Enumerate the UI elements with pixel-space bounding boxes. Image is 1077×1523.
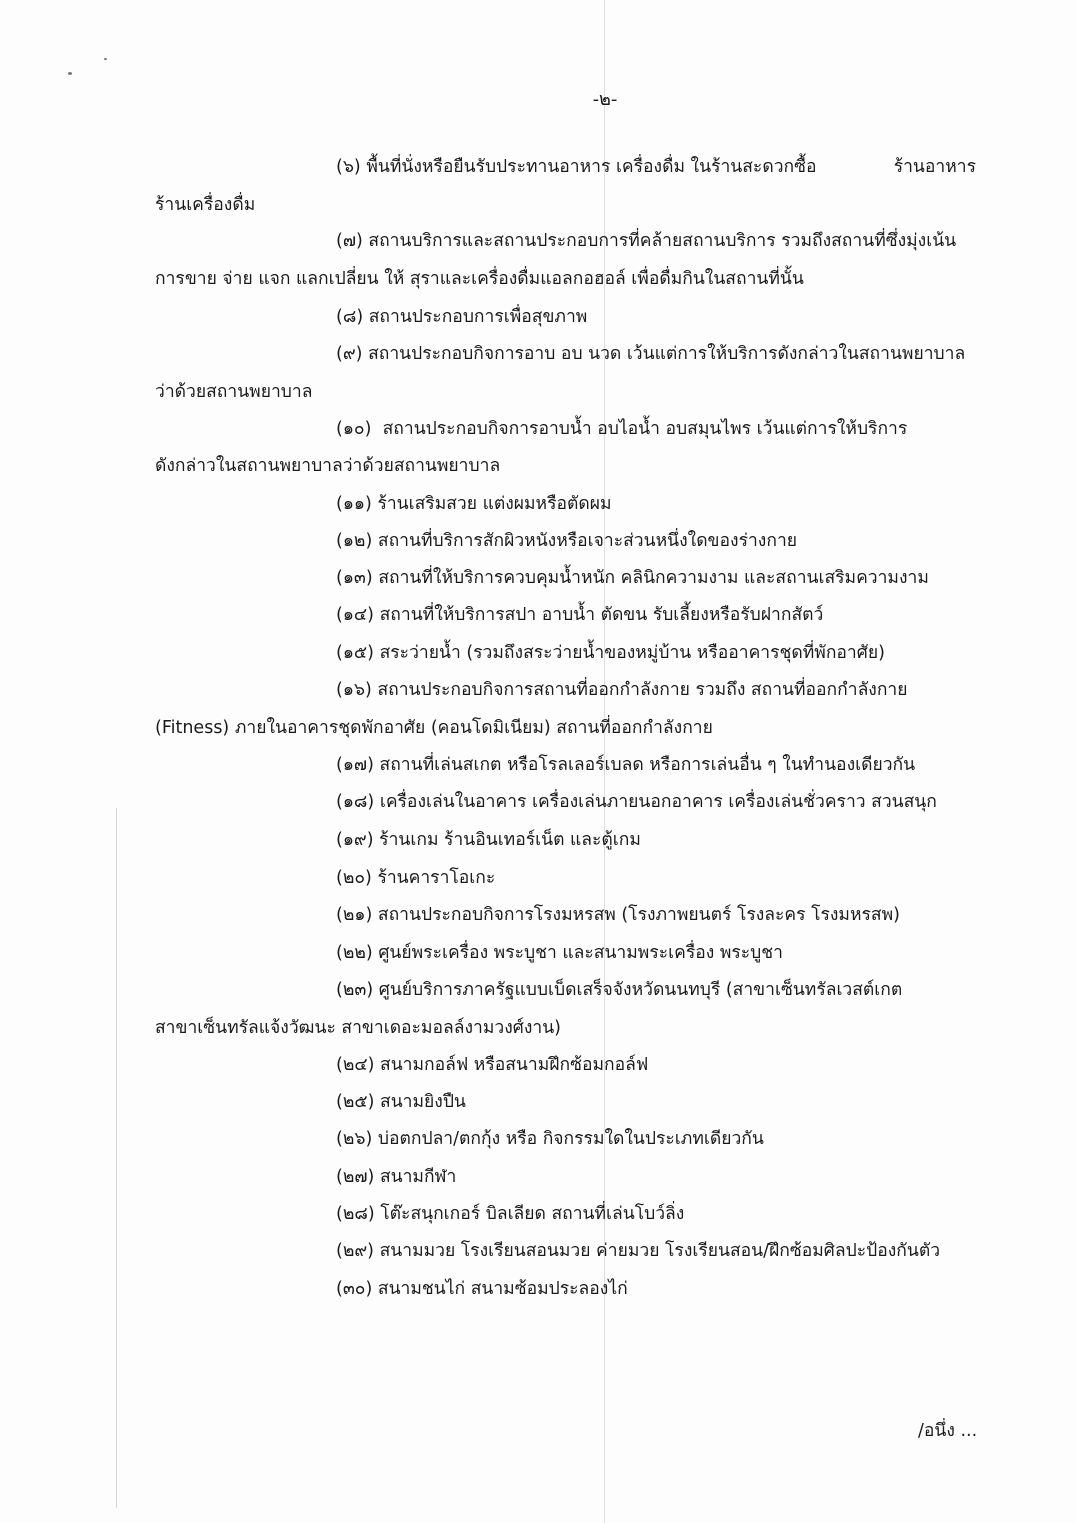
item-number: (๖) xyxy=(336,157,361,177)
item-text: สนามกีฬา xyxy=(379,1167,457,1187)
item-text: สถานที่ให้บริการสปา อาบน้ำ ตัดขน รับเลี้ยงหรือรับฝากสัตว์ xyxy=(379,605,824,625)
list-item xyxy=(336,1128,764,1150)
page-number: -๒- xyxy=(592,89,618,110)
item-text: สถานประกอบกิจการสถานที่ออกกำลังกาย รวมถึง สถานที่ออกกำลังกาย xyxy=(377,680,908,700)
list-item xyxy=(336,867,495,889)
item-continuation: สาขาเซ็นทรัลแจ้งวัฒนะ สาขาเดอะมอลล์งามวงศ์งาน) xyxy=(155,1018,562,1038)
item-number: (๘) xyxy=(336,307,364,327)
item-text: พื้นที่นั่งหรือยืนรับประทานอาหาร เครื่องดื่ม ในร้านสะดวกซื้อ xyxy=(366,157,817,177)
item-continuation: ดังกล่าวในสถานพยาบาลว่าด้วยสถานพยาบาล xyxy=(155,456,501,476)
item-number: (๒๒) xyxy=(336,943,373,963)
item-text: สนามยิงปืน xyxy=(380,1092,466,1112)
list-item xyxy=(336,156,976,178)
item-text: สถานประกอบกิจการอาบน้ำ อบไอน้ำ อบสมุนไพร เว้นแต่การให้บริการ xyxy=(382,419,908,439)
item-text: ร้านเสริมสวย แต่งผมหรือตัดผม xyxy=(377,494,612,514)
item-text: สถานที่เล่นสเกต หรือโรลเลอร์เบลด หรือการเล่นอื่น ๆ ในทำนองเดียวกัน xyxy=(379,755,916,775)
list-item xyxy=(336,1240,940,1262)
scan-speck xyxy=(68,72,72,75)
scan-speck xyxy=(104,58,107,60)
item-number: (๒๘) xyxy=(336,1204,375,1224)
item-text: สถานบริการและสถานประกอบการที่คล้ายสถานบริการ รวมถึงสถานที่ซึ่งมุ่งเน้น xyxy=(368,231,957,251)
list-item xyxy=(336,1203,684,1225)
list-item xyxy=(336,306,587,328)
item-text: สถานที่บริการสักผิวหนังหรือเจาะส่วนหนึ่งใดของร่างกาย xyxy=(377,531,798,551)
list-item xyxy=(336,530,797,552)
list-item xyxy=(336,754,915,776)
item-number: (๑๖) xyxy=(336,680,372,700)
list-item xyxy=(336,942,783,964)
item-text: ร้านคาราโอเกะ xyxy=(377,868,496,888)
item-text: สถานประกอบกิจการโรงมหรสพ (โรงภาพยนตร์ โรงละคร โรงมหรสพ) xyxy=(377,905,900,925)
item-text: สถานที่ให้บริการควบคุมน้ำหนัก คลินิกความงาม และสถานเสริมความงาม xyxy=(378,568,929,588)
item-text: บ่อตกปลา/ตกกุ้ง หรือ กิจกรรมใดในประเภทเดียวกัน xyxy=(377,1129,764,1149)
item-text: สถานประกอบกิจการอาบ อบ นวด เว้นแต่การให้บริการดังกล่าวในสถานพยาบาล xyxy=(368,344,966,364)
item-number: (๒๔) xyxy=(336,1055,375,1075)
list-item xyxy=(336,904,900,926)
list-item xyxy=(336,979,902,1001)
item-text: ศูนย์บริการภาครัฐแบบเบ็ดเสร็จจังหวัดนนทบุรี (สาขาเซ็นทรัลเวสต์เกต xyxy=(378,980,903,1000)
item-text: ร้านเกม ร้านอินเทอร์เน็ต และตู้เกม xyxy=(379,830,641,850)
list-item xyxy=(336,604,823,626)
item-number: (๑๕) xyxy=(336,643,375,663)
list-item xyxy=(336,1278,628,1300)
list-item xyxy=(336,829,641,851)
item-number: (๑๑) xyxy=(336,494,372,514)
list-item xyxy=(336,343,965,365)
item-text: เครื่องเล่นในอาคาร เครื่องเล่นภายนอกอาคาร เครื่องเล่นชั่วคราว สวนสนุก xyxy=(379,792,937,812)
item-text: สนามชนไก่ สนามซ้อมประลองไก่ xyxy=(377,1279,628,1299)
item-text: ศูนย์พระเครื่อง พระบูชา และสนามพระเครื่อง พระบูชา xyxy=(378,943,783,963)
item-text: สระว่ายน้ำ (รวมถึงสระว่ายน้ำของหมู่บ้าน หรืออาคารชุดที่พักอาศัย) xyxy=(379,643,885,663)
item-continuation: (Fitness) ภายในอาคารชุดพักอาศัย (คอนโดมิเนียม) สถานที่ออกกำลังกาย xyxy=(155,718,713,738)
item-number: (๒๓) xyxy=(336,980,374,1000)
list-item xyxy=(336,418,907,440)
scan-edge-line xyxy=(116,808,117,1508)
list-item xyxy=(336,1091,466,1113)
item-text: สนามกอล์ฟ หรือสนามฝึกซ้อมกอล์ฟ xyxy=(380,1055,649,1075)
item-number: (๒๗) xyxy=(336,1167,375,1187)
item-continuation: การขาย จ่าย แจก แลกเปลี่ยน ให้ สุราและเครื่องดื่มแอลกอฮอล์ เพื่อดื่มกินในสถานที่นั้น xyxy=(155,269,804,289)
list-item xyxy=(336,567,929,589)
item-text: ร้านอาหาร xyxy=(893,157,976,177)
item-number: (๑๘) xyxy=(336,792,375,812)
item-text: สนามมวย โรงเรียนสอนมวย ค่ายมวย โรงเรียนสอน/ฝึกซ้อมศิลปะป้องกันตัว xyxy=(379,1241,941,1261)
item-number: (๑๒) xyxy=(336,531,373,551)
list-item xyxy=(336,1166,456,1188)
item-number: (๗) xyxy=(336,231,363,251)
list-item xyxy=(336,791,937,813)
item-number: (๑๗) xyxy=(336,755,374,775)
item-text: โต๊ะสนุกเกอร์ บิลเลียด สถานที่เล่นโบว์ลิ่ง xyxy=(380,1204,685,1224)
item-number: (๒๙) xyxy=(336,1241,375,1261)
list-item xyxy=(336,1054,648,1076)
item-number: (๒๖) xyxy=(336,1129,373,1149)
item-number: (๙) xyxy=(336,344,363,364)
item-number: (๒๕) xyxy=(336,1092,375,1112)
item-number: (๑๐) xyxy=(336,419,372,439)
item-number: (๓๐) xyxy=(336,1279,373,1299)
list-item xyxy=(336,679,908,701)
item-continuation: ร้านเครื่องดื่ม xyxy=(155,195,256,215)
item-number: (๒๐) xyxy=(336,868,372,888)
item-number: (๑๔) xyxy=(336,605,375,625)
item-number: (๒๑) xyxy=(336,905,373,925)
list-item xyxy=(336,230,956,252)
item-continuation: ว่าด้วยสถานพยาบาล xyxy=(155,382,313,402)
continuation-note: /อนึ่ง ... xyxy=(918,1421,978,1441)
item-number: (๑๓) xyxy=(336,568,373,588)
item-text: สถานประกอบการเพื่อสุขภาพ xyxy=(368,307,588,327)
list-item xyxy=(336,493,612,515)
item-number: (๑๙) xyxy=(336,830,374,850)
list-item xyxy=(336,642,885,664)
